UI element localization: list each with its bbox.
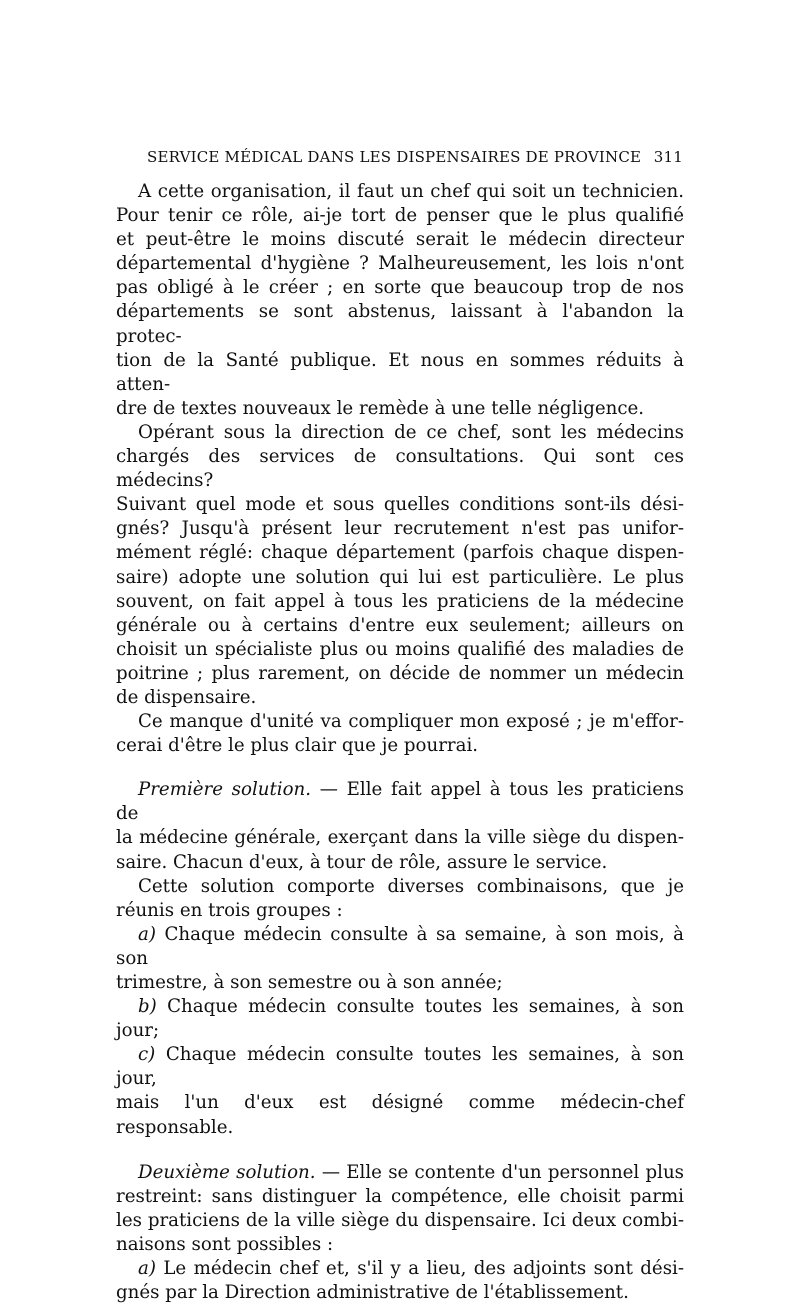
body-text xyxy=(116,180,684,1305)
text-span: Chaque médecin consulte toutes les semaines, à son jour; xyxy=(116,996,684,1042)
text-line: générale ou à certains d'entre eux seulement; ailleurs on xyxy=(116,614,684,636)
section-heading: Deuxième solution. xyxy=(138,1161,316,1183)
list-item-line xyxy=(116,1043,684,1091)
text-line: gnés par la Direction administrative de l'établissement. xyxy=(116,1282,629,1304)
text-line: gnés? Jusqu'à présent leur recrutement n'est pas unifor- xyxy=(116,518,684,540)
text-line: de dispensaire. xyxy=(116,686,257,708)
text-line: souvent, on fait appel à tous les praticiens de la médecine xyxy=(116,590,684,612)
list-item-line xyxy=(116,923,684,971)
text-span: Chaque médecin consulte à sa semaine, à son mois, à son xyxy=(116,923,684,969)
text-line: et peut-être le moins discuté serait le médecin directeur xyxy=(116,229,684,251)
text-span: — Elle fait appel à tous les praticiens de xyxy=(116,779,684,825)
text-line: les praticiens de la ville siège du dispensaire. Ici deux combi- xyxy=(116,1209,684,1231)
text-line: Pour tenir ce rôle, ai-je tort de penser que le plus qualifié xyxy=(116,205,684,227)
section-heading: Première solution. xyxy=(138,779,312,801)
text-line: départements se sont abstenus, laissant à l'abandon la protec- xyxy=(116,301,684,347)
text-line: chargés des services de consultations. Qui sont ces médecins? xyxy=(116,446,684,492)
text-line: choisit un spécialiste plus ou moins qualifié des maladies de xyxy=(116,638,684,660)
text-span: Chaque médecin consulte toutes les semaines, à son jour, xyxy=(116,1044,684,1090)
running-title: SERVICE MÉDICAL DANS LES DISPENSAIRES DE PROVINCE xyxy=(147,148,642,166)
section-spacer xyxy=(116,758,684,778)
text-line: saire. Chacun d'eux, à tour de rôle, assure le service. xyxy=(116,851,608,873)
text-span: — Elle se contente d'un personnel plus xyxy=(315,1161,684,1183)
text-line: tion de la Santé publique. Et nous en sommes réduits à atten- xyxy=(116,349,684,395)
text-line: Ce manque d'unité va compliquer mon exposé ; je m'effor- xyxy=(138,711,684,733)
text-line: cerai d'être le plus clair que je pourrai. xyxy=(116,735,479,757)
text-line: Opérant sous la direction de ce chef, sont les médecins xyxy=(138,421,684,443)
text-line: départemental d'hygiène ? Malheureusement, les lois n'ont xyxy=(116,253,684,275)
text-line: mais l'un d'eux est désigné comme médecin-chef responsable. xyxy=(116,1092,684,1138)
list-item-line xyxy=(116,995,684,1043)
text-line: réunis en trois groupes : xyxy=(116,899,343,921)
text-line xyxy=(116,1161,684,1185)
text-line: naisons sont possibles : xyxy=(116,1233,334,1255)
text-line: mément réglé: chaque département (parfois chaque dispen- xyxy=(116,542,684,564)
text-line: trimestre, à son semestre ou à son année; xyxy=(116,972,503,993)
text-line: Cette solution comporte diverses combinaisons, que je xyxy=(138,875,684,897)
list-marker: a) xyxy=(138,923,156,945)
page-number: 311 xyxy=(653,148,683,166)
running-header xyxy=(147,148,683,166)
section-spacer xyxy=(116,1140,684,1161)
list-marker: b) xyxy=(138,996,157,1018)
text-line: dre de textes nouveaux le remède à une telle négligence. xyxy=(116,397,645,419)
list-marker: c) xyxy=(138,1044,156,1066)
text-span: Le médecin chef et, s'il y a lieu, des adjoints sont dési- xyxy=(155,1258,684,1280)
text-line xyxy=(116,778,684,826)
list-marker: a) xyxy=(138,1258,156,1280)
text-line: Suivant quel mode et sous quelles conditions sont-ils dési- xyxy=(116,494,684,516)
text-line: A cette organisation, il faut un chef qui soit un technicien. xyxy=(138,181,684,202)
text-line: restreint: sans distinguer la compétence, elle choisit parmi xyxy=(116,1185,684,1207)
text-line: pas obligé à le créer ; en sorte que beaucoup trop de nos xyxy=(116,277,684,299)
text-line: saire) adopte une solution qui lui est particulière. Le plus xyxy=(116,566,684,588)
list-item-line xyxy=(116,1257,684,1281)
text-line: la médecine générale, exerçant dans la ville siège du dispen- xyxy=(116,827,684,849)
text-line: poitrine ; plus rarement, on décide de nommer un médecin xyxy=(116,662,684,684)
